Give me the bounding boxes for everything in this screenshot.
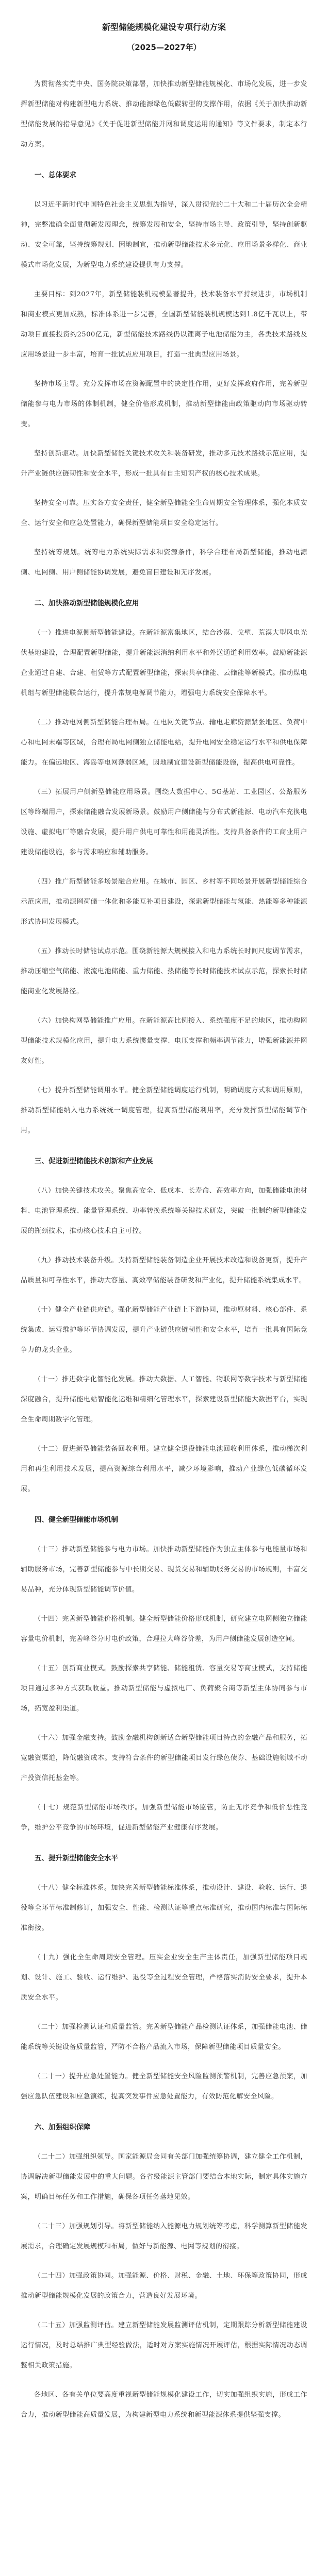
section-heading: 三、促进新型储能技术创新和产业发展 xyxy=(35,1157,153,1165)
paragraph: （九）推动技术装备升级。支持新型储能装备制造企业开展技术改造和设备更新，提升产品质量和可靠性水平，推动大容量、高效率储能装备研发和产业化，提升储能系统集成水平。 xyxy=(21,1257,307,1284)
paragraph: （十九）强化全生命周期安全管理。压实企业安全生产主体责任，加强新型储能项目规划、设计、施工、验收、运行维护、退役等全过程安全管理，严格落实消防安全要求，提升本质安全水平。 xyxy=(21,1954,307,2002)
paragraph: （八）加快关键技术攻关。聚焦高安全、低成本、长寿命、高效率方向，加强储能电池材料、电池管理系统、能量管理系统、功率转换系统等关键技术研发，突破一批制约新型储能发展的瓶颈技术，推动核心技术自主可控。 xyxy=(21,1187,307,1235)
section-heading: 六、加强组织保障 xyxy=(35,2123,90,2131)
paragraph: 坚持安全可靠。压实各方安全责任，健全新型储能全生命周期安全管理体系，强化本质安全、运行安全和应急处置能力，确保新型储能项目安全稳定运行。 xyxy=(21,499,307,527)
paragraph: （七）提升新型储能调用水平。健全新型储能调度运行机制，明确调度方式和调用原则，推动新型储能纳入电力系统统一调度管理，提高新型储能利用率，充分发挥新型储能调节作用。 xyxy=(21,1087,307,1134)
section-heading: 二、加快推动新型储能规模化应用 xyxy=(35,599,139,607)
paragraph: （十一）推进数字化智能化发展。推动大数据、人工智能、物联网等数字技术与新型储能深度融合，提升储能电站智能化运维和精细化管理水平，探索建设新型储能大数据平台，实现全生命周期数字化管理。 xyxy=(21,1376,307,1423)
paragraph: （十）健全产业链供应链。强化新型储能产业链上下游协同，推动原材料、核心部件、系统集成、运营维护等环节协调发展，提升产业链供应链韧性和安全水平，培育一批具有国际竞争力的龙头企业。 xyxy=(21,1306,307,1354)
paragraph: （十八）健全标准体系。加快完善新型储能标准体系，推动设计、建设、验收、运行、退役等全环节标准制修订，加强安全、性能、检测认证等重点标准研究，推动国内标准与国际标准衔接。 xyxy=(21,1884,307,1932)
paragraph: （二十一）提升应急处置能力。健全新型储能安全风险监测预警机制，完善应急预案，加强应急队伍建设和应急演练，提高突发事件应急处置能力，有效防范化解安全风险。 xyxy=(21,2073,307,2100)
paragraph: （一）推进电源侧新型储能建设。在新能源富集地区，结合沙漠、戈壁、荒漠大型风电光伏基地建设，合理配置新型储能，提升新能源消纳利用水平和外送通道利用效率。鼓励新能源企业通过自建、合建、租赁等方式配置新型储能，探索共享储能、云储能等新模式。推动煤电机组与新型储能联合运行，提升常规电源调节能力，增强电力系统安全保障水平。 xyxy=(21,629,307,697)
paragraph: 主要目标：到2027年，新型储能装机规模显著提升，技术装备水平持续进步，市场机制和商业模式更加成熟，标准体系进一步完善，全国新型储能装机规模达到1.8亿千瓦以上，带动项目直接投资约2500亿元，新型储能技术路线仍以锂离子电池储能为主，各类技术路线及应用场景进一步丰富，培育一批试点应用项目，打造一批典型应用场景。 xyxy=(21,291,307,359)
document-title: 新型储能规模化建设专项行动方案 xyxy=(102,22,226,32)
paragraph: （二十三）加强规划引导。将新型储能纳入能源电力规划统筹考虑，科学测算新型储能发展需求，合理确定发展规模和布局，做好与新能源、电网等规划的衔接。 xyxy=(21,2223,307,2250)
paragraph: （十二）促进新型储能装备回收利用。建立健全退役储能电池回收利用体系，推动梯次利用和再生利用技术发展，提高资源综合利用水平，减少环境影响，推动产业绿色低碳循环发展。 xyxy=(21,1445,307,1493)
paragraph: （十三）推动新型储能参与电力市场。加快推动新型储能作为独立主体参与电能量市场和辅助服务市场，完善新型储能参与中长期交易、现货交易和辅助服务交易的市场规则，丰富交易品种，充分体现新型储能调节价值。 xyxy=(21,1546,307,1594)
paragraph: 坚持统筹规划。统筹电力系统实际需求和资源条件，科学合理布局新型储能，推动电源侧、电网侧、用户侧储能协调发展，避免盲目建设和无序发展。 xyxy=(21,549,307,577)
paragraph: （十六）加强金融支持。鼓励金融机构创新适合新型储能项目特点的金融产品和服务，拓宽融资渠道，降低融资成本。支持符合条件的新型储能项目发行绿色债券、基础设施领域不动产投资信托基金等。 xyxy=(21,1734,307,1782)
paragraph: （六）加快构网型储能推广应用。在新能源高比例接入、系统强度不足的地区，推动构网型储能技术规模化应用，提升电力系统惯量支撑、电压支撑和频率调节能力，增强新能源并网友好性。 xyxy=(21,1017,307,1065)
paragraph: （四）推广新型储能多场景融合应用。在城市、园区、乡村等不同场景开展新型储能综合示范应用，推动源网荷储一体化和多能互补项目建设，探索新型储能与氢能、热能等多种能源形式协同发展模式。 xyxy=(21,878,307,926)
paragraph: （二十四）加强政策协同。加强能源、价格、财税、金融、土地、环保等政策协同，形成推动新型储能规模化发展的政策合力，营造良好发展环境。 xyxy=(21,2272,307,2300)
section-heading: 五、提升新型储能安全水平 xyxy=(35,1854,118,1862)
paragraph: 坚持创新驱动。加快新型储能关键技术攻关和装备研发，推动多元技术路线示范应用，提升产业链供应链韧性和安全水平，形成一批具有自主知识产权的核心技术成果。 xyxy=(21,450,307,478)
paragraph: （十五）创新商业模式。鼓励探索共享储能、储能租赁、容量交易等商业模式，支持储能项目通过多种方式获取收益。推动新型储能与虚拟电厂、负荷聚合商等新型主体协同参与市场，拓宽盈利渠道。 xyxy=(21,1665,307,1713)
paragraph: （二十二）加强组织领导。国家能源局会同有关部门加强统筹协调，建立健全工作机制，协调解决新型储能发展中的重大问题。各省级能源主管部门要结合本地实际，制定具体实施方案，明确目标任务和工作措施，确保各项任务落地见效。 xyxy=(21,2153,307,2201)
paragraph: （二十）加强检测认证和质量监管。完善新型储能产品检测认证体系，加强储能电池、储能系统等关键设备质量监管，严防不合格产品流入市场，保障新型储能项目质量安全。 xyxy=(21,2023,307,2051)
paragraph: 坚持市场主导。充分发挥市场在资源配置中的决定性作用，更好发挥政府作用，完善新型储能参与电力市场的体制机制，健全价格形成机制，推动新型储能由政策驱动向市场驱动转变。 xyxy=(21,380,307,428)
paragraph: 为贯彻落实党中央、国务院决策部署，加快推动新型储能规模化、市场化发展，进一步发挥新型储能对构建新型电力系统、推动能源绿色低碳转型的支撑作用，依据《关于加快推动新型储能发展的指导意见》《关于促进新型储能并网和调度运用的通知》等文件要求，制定本行动方案。 xyxy=(21,80,307,148)
paragraph: （二）推动电网侧新型储能合理布局。在电网关键节点、输电走廊资源紧张地区、负荷中心和电网末端等区域，合理布局电网侧独立储能电站，提升电网安全稳定运行水平和供电保障能力。在偏远地区、海岛等电网薄弱区域，因地制宜建设新型储能设施，提高供电可靠性。 xyxy=(21,719,307,767)
paragraph: （三）拓展用户侧新型储能应用场景。围绕大数据中心、5G基站、工业园区、公路服务区等终端用户，探索储能融合发展新场景。鼓励用户侧储能与分布式新能源、电动汽车充换电设施、虚拟电厂等融合发展，提升用户供电可靠性和用能灵活性。支持具备条件的工商业用户建设储能设施，参与需求响应和辅助服务。 xyxy=(21,788,307,856)
paragraph: （十四）完善新型储能价格机制。健全新型储能价格形成机制，研究建立电网侧独立储能容量电价机制，完善峰谷分时电价政策，合理拉大峰谷价差，为用户侧储能发展创造空间。 xyxy=(21,1615,307,1643)
document-subtitle: （2025—2027年） xyxy=(127,43,201,52)
paragraph: 以习近平新时代中国特色社会主义思想为指导，深入贯彻党的二十大和二十届历次全会精神，完整准确全面贯彻新发展理念，统筹发展和安全，坚持市场主导、政策引导，坚持创新驱动、安全可靠，坚持统筹规划、因地制宜，推动新型储能技术多元化、应用场景多样化、商业模式市场化发展，为新型电力系统建设提供有力支撑。 xyxy=(21,201,307,269)
section-heading: 四、健全新型储能市场机制 xyxy=(35,1516,118,1524)
paragraph: （五）推动长时储能试点示范。围绕新能源大规模接入和电力系统长时间尺度调节需求，推动压缩空气储能、液流电池储能、重力储能、热储能等长时储能技术试点示范，探索长时储能商业化发展路径。 xyxy=(21,947,307,995)
section-heading: 一、总体要求 xyxy=(35,171,76,179)
document-body xyxy=(21,74,307,2425)
paragraph: （十七）规范新型储能市场秩序。加强新型储能市场监管，防止无序竞争和低价恶性竞争，维护公平竞争的市场环境，促进新型储能产业健康有序发展。 xyxy=(21,1804,307,1832)
paragraph: （二十五）加强监测评估。建立新型储能发展监测评估机制，定期跟踪分析新型储能建设运行情况，及时总结推广典型经验做法，适时对方案实施情况开展评估，根据实际情况动态调整相关政策措施。 xyxy=(21,2321,307,2369)
paragraph: 各地区、各有关单位要高度重视新型储能规模化建设工作，切实加强组织实施，形成工作合力，推动新型储能高质量发展，为构建新型电力系统和新型能源体系提供坚强支撑。 xyxy=(21,2391,307,2419)
